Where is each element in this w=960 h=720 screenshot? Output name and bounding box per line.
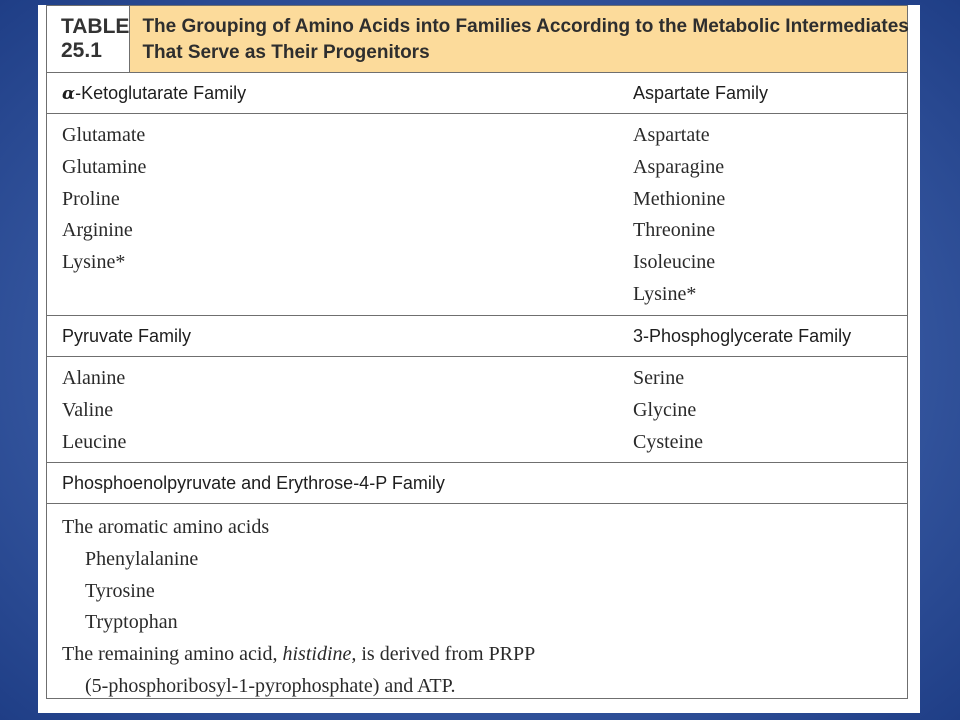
amino-acid-name: Arginine: [62, 219, 133, 242]
phosphoglycerate-members: [633, 363, 907, 462]
amino-acid-families-table: [46, 5, 908, 699]
amino-acid-name: Valine: [62, 398, 114, 421]
pyruvate-family-header: Pyruvate Family: [62, 325, 192, 346]
histidine-word: histidine,: [282, 643, 357, 666]
histidine-note-line-2: (5-phosphoribosyl-1-pyrophosphate) and ATP.: [85, 674, 456, 697]
alpha-ketoglutarate-family-header: [47, 83, 633, 104]
histidine-note-post: is derived from PRPP: [356, 643, 536, 666]
slide-content-area: [38, 5, 920, 713]
family-members-row-1: [47, 114, 907, 316]
aromatic-intro: The aromatic amino acids: [62, 516, 270, 538]
table-title-line-1: The Grouping of Amino Acids into Families According to the Metabolic Intermediates: [142, 16, 909, 37]
family-header-row-3: [47, 463, 907, 504]
amino-acid-name: Phenylalanine: [85, 547, 199, 570]
amino-acid-name: Tryptophan: [85, 611, 178, 634]
histidine-note-pre: The remaining amino acid,: [62, 643, 283, 666]
pep-erythrose-family-header: Phosphoenolpyruvate and Erythrose-4-P Family: [62, 472, 445, 493]
aspartate-family-header: Aspartate Family: [633, 82, 769, 103]
table-title-row: [47, 6, 907, 73]
amino-acid-name: Leucine: [62, 430, 127, 453]
amino-acid-name: Isoleucine: [633, 251, 716, 274]
amino-acid-name: Lysine*: [62, 251, 126, 274]
amino-acid-name: Glutamine: [62, 155, 147, 178]
alpha-symbol: α: [62, 83, 76, 104]
family-members-row-2: [47, 357, 907, 463]
amino-acid-name: Glutamate: [62, 124, 146, 146]
amino-acid-name: Alanine: [62, 367, 126, 389]
table-title-line-2: That Serve as Their Progenitors: [142, 42, 430, 63]
aspartate-members: [633, 120, 907, 315]
table-number: TABLE 25.1: [47, 6, 130, 72]
amino-acid-name: Tyrosine: [85, 579, 155, 602]
pyruvate-members: [47, 363, 633, 462]
family-header-row-2: [47, 316, 907, 357]
amino-acid-name: Aspartate: [633, 124, 710, 146]
pep-erythrose-members: [47, 504, 907, 698]
amino-acid-name: Threonine: [633, 219, 716, 242]
alpha-ketoglutarate-members: [47, 120, 633, 315]
amino-acid-name: Serine: [633, 367, 685, 389]
amino-acid-name: Glycine: [633, 398, 697, 421]
amino-acid-name: Lysine*: [633, 282, 697, 305]
amino-acid-name: Methionine: [633, 187, 726, 210]
amino-acid-name: Proline: [62, 187, 120, 210]
histidine-note: [62, 639, 907, 671]
table-title: [130, 6, 908, 72]
alpha-ketoglutarate-family-label: -Ketoglutarate Family: [75, 82, 247, 103]
amino-acid-name: Asparagine: [633, 155, 725, 178]
amino-acid-name: Cysteine: [633, 430, 703, 453]
family-header-row-1: [47, 73, 907, 114]
phosphoglycerate-family-header: 3-Phosphoglycerate Family: [633, 325, 852, 346]
